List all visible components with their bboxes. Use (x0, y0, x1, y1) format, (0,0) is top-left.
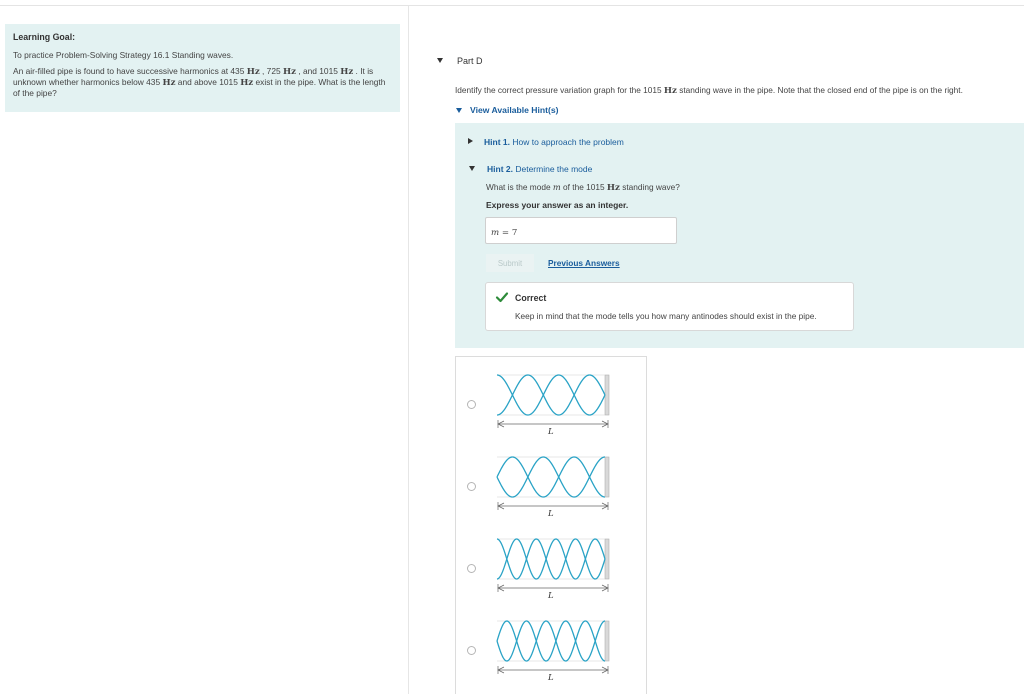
pipe-length-label: L (548, 673, 554, 683)
feedback-title: Correct (515, 293, 547, 303)
mode-answer-field[interactable]: m = 7 (485, 217, 677, 244)
learning-goal-panel (5, 24, 400, 112)
pressure-wave-graph-4 (495, 619, 611, 679)
part-question: Identify the correct pressure variation graph for the 1015 Hz standing wave in the pipe. Note that the closed end of the pipe is on the right. (455, 85, 963, 96)
option-radio-3[interactable] (467, 564, 476, 573)
option-radio-4[interactable] (467, 646, 476, 655)
hint1-expand-icon[interactable] (468, 138, 473, 144)
pipe-length-label: L (548, 591, 554, 601)
pipe-length-label: L (548, 427, 554, 437)
answer-instructions: Express your answer as an integer. (486, 200, 629, 210)
part-title[interactable]: Part D (457, 56, 483, 66)
closed-end-wall (605, 621, 609, 661)
pipe-length-label: L (548, 509, 554, 519)
feedback-box (485, 282, 854, 331)
closed-end-wall (605, 539, 609, 579)
option-radio-2[interactable] (467, 482, 476, 491)
previous-answers-link[interactable]: Previous Answers (548, 258, 620, 268)
pressure-wave-graph-3 (495, 537, 611, 597)
learning-goal-problem: An air-filled pipe is found to have successive harmonics at 435 Hz , 725 Hz , and 1015 Hz . It is unknown whether harmonics below 435 Hz and above 1015 Hz exist in the pipe. What is the length of the pipe? (13, 66, 386, 98)
checkmark-icon (495, 290, 509, 304)
top-border (0, 5, 1024, 6)
hint2-toggle[interactable]: Hint 2. Determine the mode (487, 164, 593, 174)
pressure-wave-graph-2 (495, 455, 611, 515)
option-radio-1[interactable] (467, 400, 476, 409)
closed-end-wall (605, 457, 609, 497)
column-divider (408, 6, 409, 694)
submit-button[interactable]: Submit (486, 254, 534, 272)
hint2-question: What is the mode m of the 1015 Hz standing wave? (486, 182, 680, 193)
pressure-wave-graph-1 (495, 373, 611, 433)
closed-end-wall (605, 375, 609, 415)
part-collapse-icon[interactable] (437, 58, 443, 63)
learning-goal-intro: To practice Problem-Solving Strategy 16.1 Standing waves. (13, 50, 234, 60)
hint1-toggle[interactable]: Hint 1. How to approach the problem (484, 137, 624, 147)
view-hints-toggle[interactable]: View Available Hint(s) (470, 105, 559, 115)
hints-toggle-icon[interactable] (456, 108, 462, 113)
learning-goal-title: Learning Goal: (13, 32, 76, 42)
hint2-collapse-icon[interactable] (469, 166, 475, 171)
feedback-message: Keep in mind that the mode tells you how many antinodes should exist in the pipe. (515, 311, 817, 321)
